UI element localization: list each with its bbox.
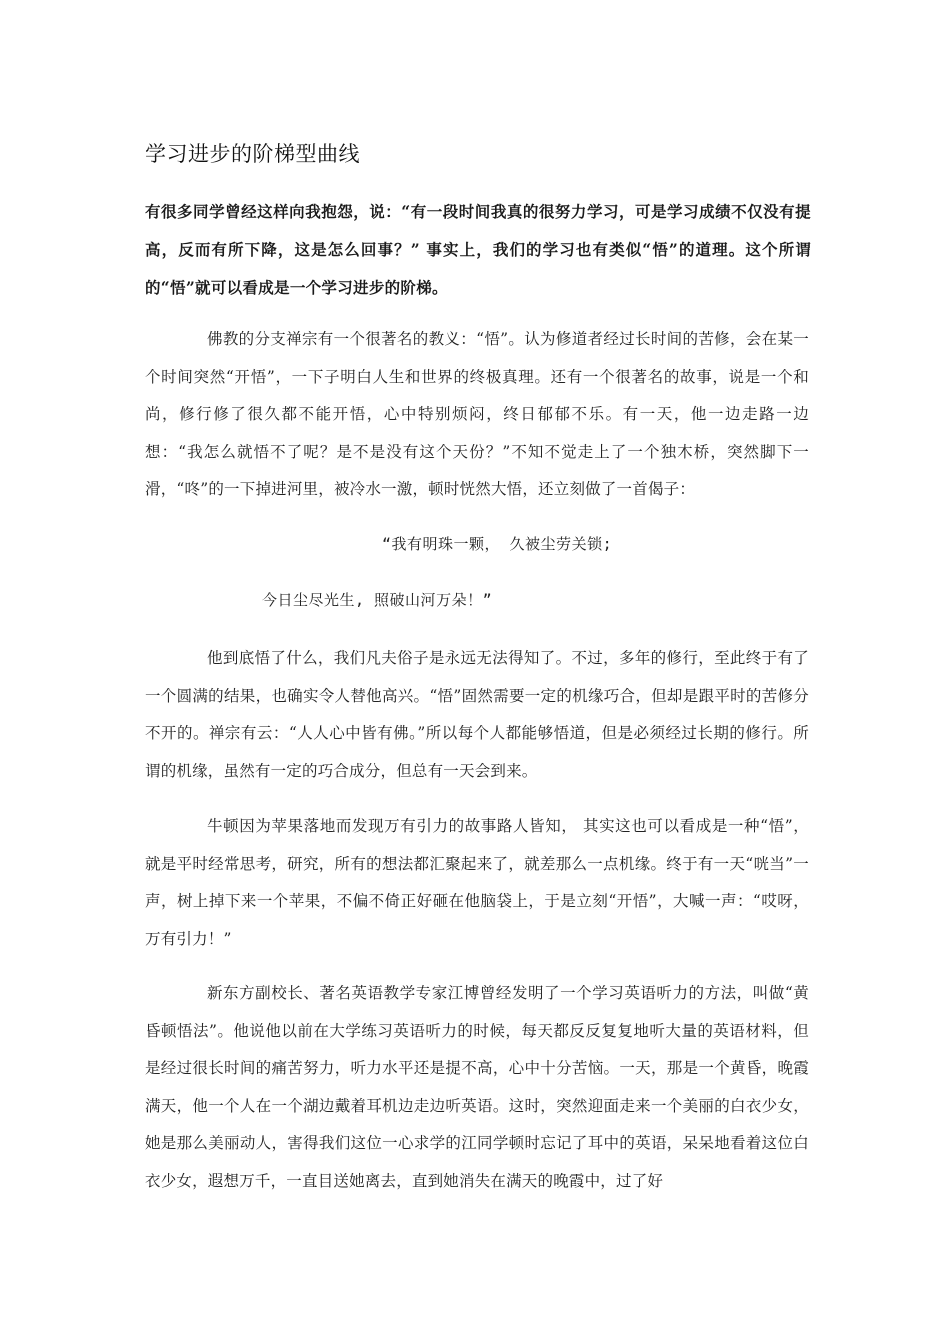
paragraph-dusk-method: 新东方副校长、著名英语教学专家江博曾经发明了一个学习英语听力的方法，叫做“黄昏顿悟法”。他说他以前在大学练习英语听力的时候，每天都反反复复地听大量的英语材料，但是经过很长时间的痛苦努力，听力水平还是提不高，心中十分苦恼。一天，那是一个黄昏，晚霞满天，他一个人在一个湖边戴着耳机边走边听英语。这时，突然迎面走来一个美丽的白衣少女，她是那么美丽动人，害得我们这位一心求学的江同学顿时忘记了耳中的英语，呆呆地看着这位白衣少女，遐想万千，一直目送她离去，直到她消失在满天的晚霞中，过了好 xyxy=(145,984,809,1190)
page-title: 学习进步的阶梯型曲线 xyxy=(145,142,360,166)
paragraph-newton: 牛顿因为苹果落地而发现万有引力的故事路人皆知， 其实这也可以看成是一种“悟”，就是平时经常思考，研究，所有的想法都汇聚起来了，就差那么一点机缘。终于有一天“咣当”一声，树上掉下来一个苹果，不偏不倚正好砸在他脑袋上，于是立刻“开悟”，大喊一声：“哎呀，万有引力！” xyxy=(145,817,809,948)
paragraph-enlightenment: 他到底悟了什么，我们凡夫俗子是永远无法得知了。不过，多年的修行，至此终于有了一个圆满的结果，也确实令人替他高兴。“悟”固然需要一定的机缘巧合，但却是跟平时的苦修分不开的。禅宗有云：“人人心中皆有佛。”所以每个人都能够悟道，但是必须经过长期的修行。所谓的机缘，虽然有一定的巧合成分，但总有一天会到来。 xyxy=(145,649,809,780)
paragraph-zen: 佛教的分支禅宗有一个很著名的教义：“悟”。认为修道者经过长时间的苦修，会在某一个时间突然“开悟”，一下子明白人生和世界的终极真理。还有一个很著名的故事，说是一个和尚，修行修了很久都不能开悟，心中特别烦闷，终日郁郁不乐。有一天，他一边走路一边想：“我怎么就悟不了呢？是不是没有这个天份？”不知不觉走上了一个独木桥，突然脚下一滑，“咚”的一下掉进河里，被冷水一激，顿时恍然大悟，还立刻做了一首偈子： xyxy=(145,330,809,498)
intro-paragraph: 有很多同学曾经这样向我抱怨，说：“有一段时间我真的很努力学习，可是学习成绩不仅没有提高，反而有所下降，这是怎么回事？” 事实上，我们的学习也有类似“悟”的道理。这个所谓的“悟”就可以看成是一个学习进步的阶梯。 xyxy=(145,202,811,297)
poem-line-2: 今日尘尽光生, 照破山河万朵！” xyxy=(262,591,493,609)
poem-line-1: “我有明珠一颗， 久被尘劳关锁; xyxy=(382,535,613,553)
